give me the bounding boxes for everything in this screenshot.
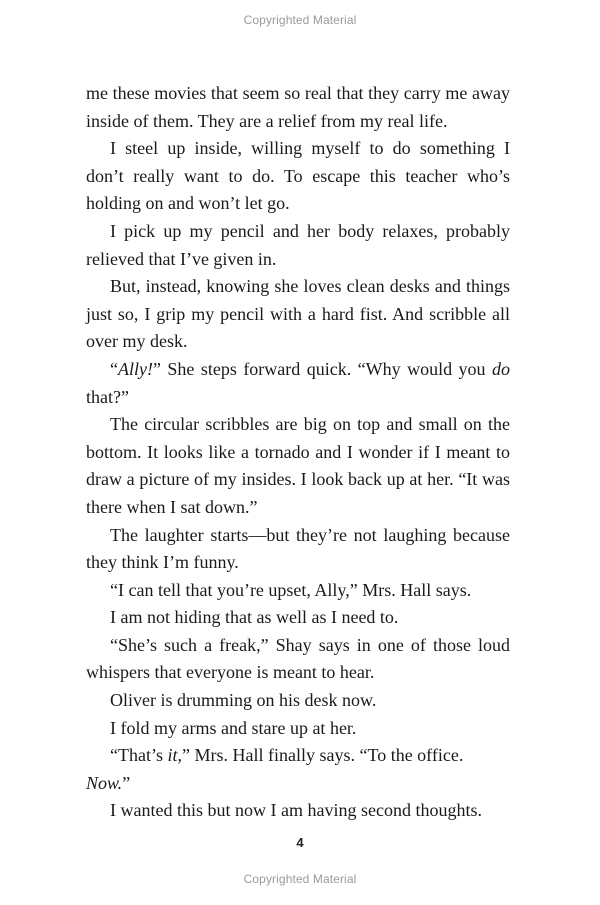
paragraph bbox=[86, 577, 510, 605]
paragraph bbox=[86, 797, 510, 825]
italic-text-segment: do bbox=[492, 358, 510, 379]
text-segment: I wanted this but now I am having second thoughts. bbox=[110, 800, 482, 821]
text-segment: The circular scribbles are big on top and small on the bottom. It looks like a tornado and I wonder if I meant to draw a picture of my insides. I look back up at her. “It was there when I sat down.” bbox=[86, 414, 510, 517]
paragraph bbox=[86, 522, 510, 577]
paragraph bbox=[86, 411, 510, 521]
paragraph bbox=[86, 632, 510, 687]
italic-text-segment: Ally! bbox=[118, 358, 153, 379]
text-segment: “I can tell that you’re upset, Ally,” Mrs. Hall says. bbox=[110, 579, 472, 600]
text-segment: The laughter starts—but they’re not laughing because they think I’m funny. bbox=[86, 524, 510, 573]
paragraph bbox=[86, 80, 510, 135]
paragraph bbox=[86, 604, 510, 632]
text-segment: “ bbox=[110, 358, 118, 379]
text-segment: ,” Mrs. Hall finally says. “To the office. bbox=[177, 745, 464, 766]
paragraph bbox=[86, 356, 510, 411]
text-segment: ” bbox=[122, 772, 131, 793]
text-segment: But, instead, knowing she loves clean desks and things just so, I grip my pencil with a hard fist. And scribble all over my desk. bbox=[86, 276, 510, 352]
copyright-watermark-top: Copyrighted Material bbox=[243, 13, 357, 27]
text-segment: “She’s such a freak,” Shay says in one of those loud whispers that everyone is meant to hear. bbox=[86, 634, 510, 683]
paragraph bbox=[86, 742, 510, 797]
text-segment: I steel up inside, willing myself to do something I don’t really want to do. To escape this teacher who’s holding on and won’t let go. bbox=[86, 138, 510, 214]
paragraph bbox=[86, 218, 510, 273]
paragraph bbox=[86, 687, 510, 715]
paragraph bbox=[86, 135, 510, 218]
paragraph bbox=[86, 715, 510, 743]
copyright-watermark-bottom: Copyrighted Material bbox=[243, 872, 357, 886]
text-segment: “That’s bbox=[110, 745, 168, 766]
text-segment: I pick up my pencil and her body relaxes, probably relieved that I’ve given in. bbox=[86, 220, 510, 269]
italic-text-segment: Now. bbox=[86, 772, 123, 793]
text-segment: that?” bbox=[86, 386, 129, 407]
text-segment: I fold my arms and stare up at her. bbox=[110, 717, 357, 738]
page-number: 4 bbox=[296, 835, 304, 850]
italic-text-segment: it bbox=[167, 745, 178, 766]
text-segment: I am not hiding that as well as I need to. bbox=[110, 607, 399, 628]
text-segment: ” She steps forward quick. “Why would you bbox=[152, 358, 492, 379]
body-text bbox=[86, 80, 510, 825]
text-segment: Oliver is drumming on his desk now. bbox=[110, 690, 377, 711]
paragraph bbox=[86, 273, 510, 356]
text-segment: me these movies that seem so real that they carry me away inside of them. They are a relief from my real life. bbox=[86, 83, 510, 131]
